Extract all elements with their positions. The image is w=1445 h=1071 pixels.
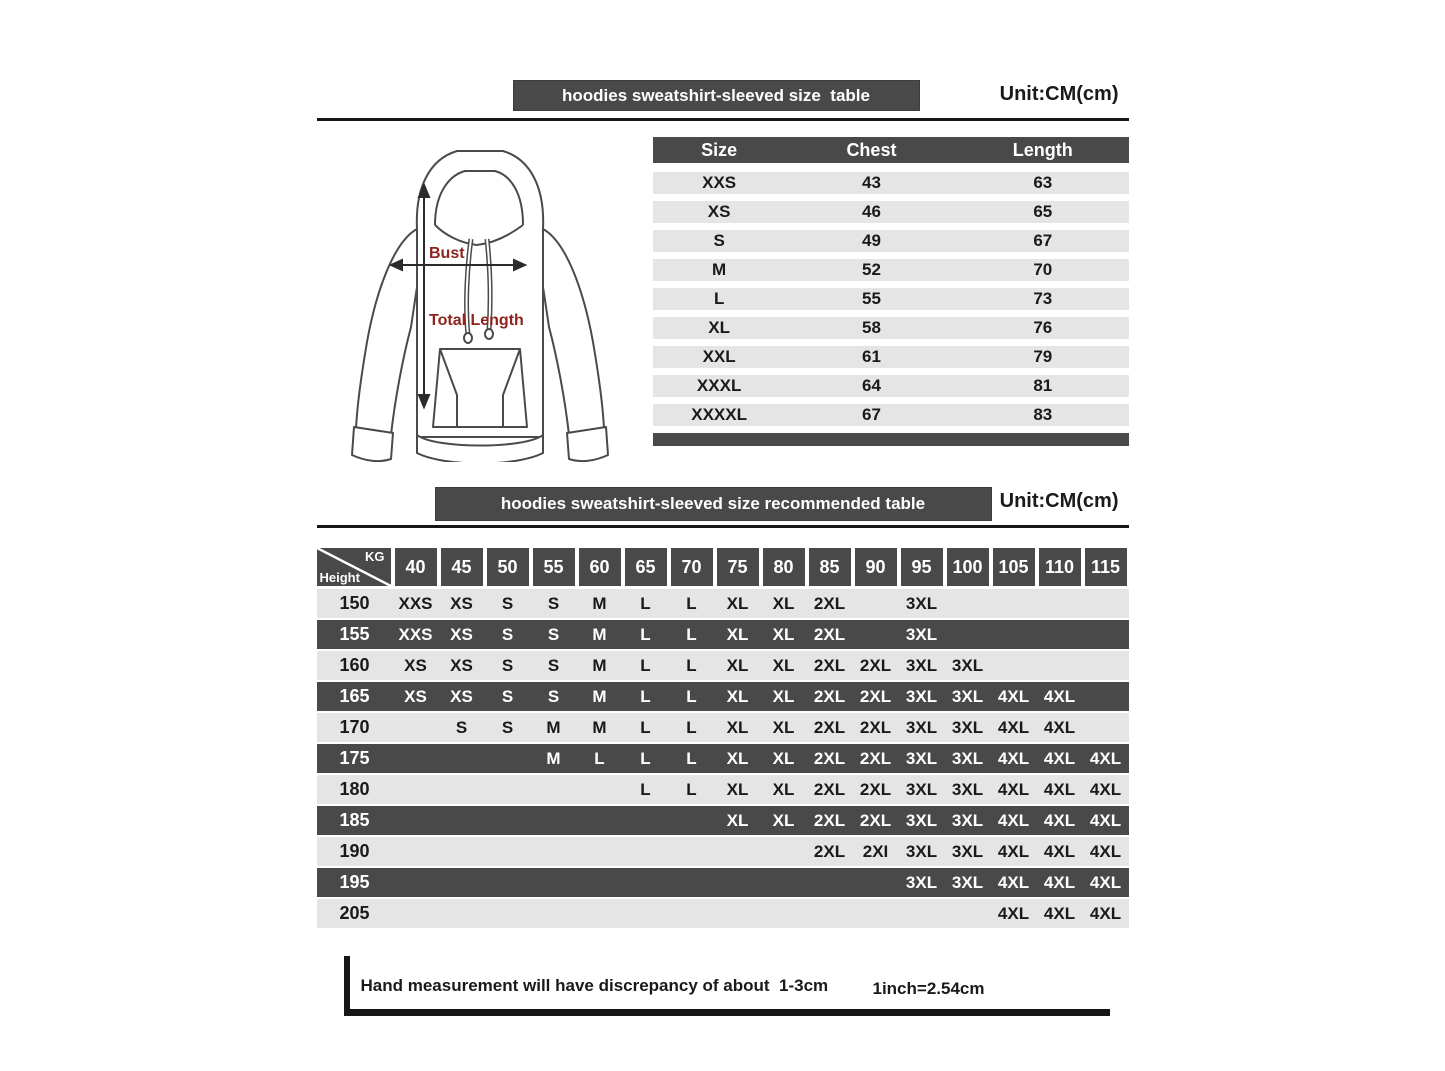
matrix-size-cell: 2XL bbox=[813, 749, 846, 768]
size-table-cell: 58 bbox=[861, 318, 881, 337]
matrix-size-cell: XL bbox=[772, 625, 795, 644]
weight-column-header: 75 bbox=[717, 548, 759, 586]
size-table-cell: XXXL bbox=[696, 376, 742, 395]
matrix-size-cell: L bbox=[640, 718, 651, 737]
divider-rule-1 bbox=[317, 118, 1129, 121]
matrix-size-cell: L bbox=[640, 656, 651, 675]
matrix-size-cell: XL bbox=[772, 718, 795, 737]
height-row-label: 175 bbox=[339, 748, 370, 768]
unit-label-1: Unit:CM(cm) bbox=[999, 83, 1119, 105]
matrix-size-cell: XL bbox=[772, 656, 795, 675]
matrix-size-cell: XL bbox=[772, 749, 795, 768]
matrix-size-cell bbox=[807, 868, 853, 897]
matrix-size-cell bbox=[531, 806, 577, 835]
matrix-size-cell bbox=[393, 837, 439, 866]
matrix-size-cell bbox=[945, 620, 991, 649]
matrix-size-cell: 2XL bbox=[813, 718, 846, 737]
matrix-size-cell: L bbox=[686, 687, 697, 706]
matrix-size-cell: 2XL bbox=[813, 625, 846, 644]
height-row-label: 155 bbox=[339, 624, 370, 644]
matrix-size-cell bbox=[669, 899, 715, 928]
size-table-cell: 81 bbox=[1033, 376, 1053, 395]
matrix-row bbox=[317, 806, 1129, 835]
matrix-size-cell bbox=[715, 868, 761, 897]
matrix-size-cell: XL bbox=[726, 594, 749, 613]
size-table-cell: 52 bbox=[861, 260, 881, 279]
matrix-size-cell bbox=[1083, 620, 1129, 649]
size-table-cell: 67 bbox=[861, 405, 881, 424]
matrix-size-cell bbox=[623, 837, 669, 866]
matrix-row bbox=[317, 589, 1129, 618]
matrix-size-cell: XL bbox=[726, 718, 749, 737]
matrix-size-cell: XL bbox=[726, 687, 749, 706]
matrix-size-cell bbox=[393, 899, 439, 928]
size-table-head-row bbox=[653, 137, 1129, 163]
matrix-size-cell: 3XL bbox=[905, 842, 938, 861]
matrix-size-cell: 4XL bbox=[1089, 842, 1122, 861]
matrix-size-cell: M bbox=[592, 656, 607, 675]
matrix-size-cell bbox=[485, 837, 531, 866]
matrix-size-cell: XL bbox=[772, 687, 795, 706]
matrix-size-cell: L bbox=[686, 625, 697, 644]
weight-column-header: 105 bbox=[993, 548, 1035, 586]
matrix-head-row bbox=[317, 548, 1129, 586]
matrix-size-cell: 4XL bbox=[1043, 718, 1076, 737]
matrix-size-cell: S bbox=[547, 687, 560, 706]
matrix-size-cell bbox=[1037, 589, 1083, 618]
matrix-size-cell: M bbox=[592, 625, 607, 644]
matrix-size-cell: 4XL bbox=[997, 780, 1030, 799]
matrix-size-cell: L bbox=[686, 780, 697, 799]
height-row-label: 170 bbox=[339, 717, 370, 737]
matrix-size-cell bbox=[761, 837, 807, 866]
matrix-size-cell: L bbox=[640, 780, 651, 799]
matrix-size-cell bbox=[623, 806, 669, 835]
matrix-size-cell bbox=[577, 837, 623, 866]
matrix-size-cell: S bbox=[547, 656, 560, 675]
matrix-size-cell: S bbox=[455, 718, 468, 737]
matrix-size-cell: 4XL bbox=[1089, 780, 1122, 799]
matrix-size-cell: 2XL bbox=[859, 780, 892, 799]
weight-column-header: 110 bbox=[1039, 548, 1081, 586]
inch-conversion-note: 1inch=2.54cm bbox=[872, 979, 985, 998]
matrix-size-cell: S bbox=[501, 625, 514, 644]
size-table-row bbox=[653, 201, 1129, 223]
matrix-size-cell: 4XL bbox=[1089, 904, 1122, 923]
size-table-cell: S bbox=[713, 231, 725, 250]
size-table-row bbox=[653, 230, 1129, 252]
size-table-cell: 70 bbox=[1033, 260, 1053, 279]
size-table-row bbox=[653, 375, 1129, 397]
matrix-size-cell: 3XL bbox=[951, 842, 984, 861]
matrix-size-cell bbox=[393, 744, 439, 773]
recommended-table-header bbox=[317, 487, 1129, 521]
matrix-size-cell: 3XL bbox=[951, 687, 984, 706]
weight-column-header: 40 bbox=[395, 548, 437, 586]
matrix-size-cell bbox=[853, 589, 899, 618]
matrix-size-cell: S bbox=[547, 625, 560, 644]
matrix-size-cell: XL bbox=[726, 625, 749, 644]
matrix-size-cell bbox=[761, 899, 807, 928]
matrix-size-cell: XL bbox=[726, 656, 749, 675]
matrix-size-cell: L bbox=[686, 656, 697, 675]
size-table-cell: XL bbox=[708, 318, 730, 337]
matrix-size-cell: 4XL bbox=[997, 718, 1030, 737]
matrix-row bbox=[317, 744, 1129, 773]
matrix-size-cell bbox=[577, 899, 623, 928]
matrix-size-cell bbox=[393, 713, 439, 742]
matrix-size-cell: M bbox=[592, 594, 607, 613]
matrix-size-cell: 3XL bbox=[951, 873, 984, 892]
matrix-size-cell bbox=[485, 899, 531, 928]
matrix-size-cell bbox=[807, 899, 853, 928]
matrix-size-cell: L bbox=[640, 749, 651, 768]
size-table-cell: 55 bbox=[861, 289, 881, 308]
height-row-label: 190 bbox=[339, 841, 370, 861]
weight-column-header: 45 bbox=[441, 548, 483, 586]
matrix-size-cell bbox=[1083, 713, 1129, 742]
size-table-row bbox=[653, 288, 1129, 310]
matrix-size-cell bbox=[1037, 651, 1083, 680]
matrix-size-cell: 3XL bbox=[905, 687, 938, 706]
weight-column-header: 115 bbox=[1085, 548, 1127, 586]
matrix-size-cell: 3XL bbox=[905, 594, 938, 613]
size-table-col-header: Length bbox=[1012, 140, 1073, 160]
weight-column-header: 50 bbox=[487, 548, 529, 586]
size-table-row bbox=[653, 259, 1129, 281]
matrix-size-cell: 4XL bbox=[997, 811, 1030, 830]
matrix-size-cell: S bbox=[501, 656, 514, 675]
matrix-size-cell: 3XL bbox=[905, 656, 938, 675]
matrix-size-cell: 4XL bbox=[1043, 749, 1076, 768]
matrix-size-cell: 3XL bbox=[905, 718, 938, 737]
matrix-size-cell: M bbox=[592, 718, 607, 737]
matrix-size-cell: XL bbox=[772, 811, 795, 830]
matrix-size-cell: S bbox=[501, 687, 514, 706]
matrix-size-cell: 4XL bbox=[997, 873, 1030, 892]
matrix-size-cell: XL bbox=[726, 811, 749, 830]
matrix-size-cell bbox=[439, 837, 485, 866]
size-table-cell: 65 bbox=[1033, 202, 1053, 221]
matrix-size-cell bbox=[577, 868, 623, 897]
height-row-label: 195 bbox=[339, 872, 370, 892]
measurement-discrepancy-note: Hand measurement will have discrepancy of about 1-3cm bbox=[360, 976, 829, 995]
size-table-cell: 79 bbox=[1033, 347, 1053, 366]
matrix-size-cell bbox=[393, 775, 439, 804]
matrix-size-cell bbox=[439, 775, 485, 804]
matrix-size-cell: 4XL bbox=[1089, 873, 1122, 892]
matrix-size-cell: 2XL bbox=[813, 780, 846, 799]
recommended-table-title: hoodies sweatshirt-sleeved size recommended table bbox=[435, 487, 992, 521]
corner-kg-label: KG bbox=[365, 549, 385, 564]
matrix-size-cell: XS bbox=[450, 594, 473, 613]
size-table-row bbox=[653, 404, 1129, 426]
size-table-cell: 61 bbox=[861, 347, 881, 366]
matrix-size-cell bbox=[485, 806, 531, 835]
weight-column-header: 65 bbox=[625, 548, 667, 586]
matrix-size-cell bbox=[439, 806, 485, 835]
height-row-label: 185 bbox=[339, 810, 370, 830]
size-table-cell: 73 bbox=[1033, 289, 1053, 308]
matrix-size-cell: L bbox=[594, 749, 605, 768]
height-row-label: 180 bbox=[339, 779, 370, 799]
matrix-size-cell bbox=[577, 775, 623, 804]
size-table-cell: XXL bbox=[702, 347, 736, 366]
matrix-size-cell: 3XL bbox=[951, 749, 984, 768]
matrix-size-cell bbox=[991, 589, 1037, 618]
matrix-row bbox=[317, 899, 1129, 928]
matrix-size-cell: XL bbox=[726, 780, 749, 799]
matrix-size-cell bbox=[669, 806, 715, 835]
matrix-size-cell: M bbox=[546, 718, 561, 737]
matrix-size-cell: 3XL bbox=[951, 780, 984, 799]
size-table-cell: XXS bbox=[702, 173, 737, 192]
matrix-size-cell bbox=[715, 899, 761, 928]
matrix-size-cell bbox=[945, 589, 991, 618]
height-row-label: 160 bbox=[339, 655, 370, 675]
matrix-size-cell: XL bbox=[772, 780, 795, 799]
matrix-size-cell: 3XL bbox=[905, 780, 938, 799]
matrix-size-cell: 4XL bbox=[1089, 749, 1122, 768]
matrix-size-cell: XS bbox=[450, 625, 473, 644]
size-table-cell: L bbox=[713, 289, 725, 308]
matrix-size-cell: XS bbox=[404, 687, 427, 706]
matrix-size-cell bbox=[1037, 620, 1083, 649]
unit-label-2: Unit:CM(cm) bbox=[999, 490, 1119, 512]
size-table-cell: M bbox=[712, 260, 727, 279]
matrix-row bbox=[317, 682, 1129, 711]
matrix-size-cell bbox=[623, 899, 669, 928]
matrix-size-cell: S bbox=[547, 594, 560, 613]
bust-label: Bust bbox=[428, 245, 465, 262]
weight-column-header: 60 bbox=[579, 548, 621, 586]
size-measurement-table bbox=[653, 137, 1129, 467]
matrix-size-cell: 3XL bbox=[951, 811, 984, 830]
weight-column-header: 100 bbox=[947, 548, 989, 586]
size-table-cell: 43 bbox=[861, 173, 881, 192]
matrix-size-cell bbox=[531, 899, 577, 928]
weight-column-header: 90 bbox=[855, 548, 897, 586]
matrix-size-cell: L bbox=[640, 625, 651, 644]
matrix-size-cell: 4XL bbox=[1089, 811, 1122, 830]
matrix-size-cell: XS bbox=[450, 687, 473, 706]
matrix-size-cell: 3XL bbox=[905, 811, 938, 830]
size-table-cell: 76 bbox=[1033, 318, 1053, 337]
matrix-size-cell: XS bbox=[404, 656, 427, 675]
matrix-size-cell bbox=[715, 837, 761, 866]
matrix-size-cell bbox=[899, 899, 945, 928]
matrix-size-cell: L bbox=[640, 687, 651, 706]
matrix-size-cell bbox=[393, 806, 439, 835]
size-table-row bbox=[653, 346, 1129, 368]
matrix-size-cell: 4XL bbox=[1043, 780, 1076, 799]
height-row-label: 205 bbox=[339, 903, 370, 923]
matrix-size-cell bbox=[669, 868, 715, 897]
matrix-size-cell bbox=[991, 651, 1037, 680]
matrix-size-cell: 4XL bbox=[1043, 687, 1076, 706]
total-length-label: Total Length bbox=[428, 312, 524, 329]
weight-column-header: 95 bbox=[901, 548, 943, 586]
size-table-cell: 63 bbox=[1033, 173, 1053, 192]
weight-column-header: 85 bbox=[809, 548, 851, 586]
hoodie-line-drawing bbox=[325, 137, 635, 462]
matrix-row bbox=[317, 620, 1129, 649]
matrix-size-cell: L bbox=[686, 594, 697, 613]
size-table-footer-bar bbox=[653, 433, 1129, 446]
matrix-size-cell: 2XL bbox=[859, 656, 892, 675]
matrix-row bbox=[317, 868, 1129, 897]
weight-column-header: 80 bbox=[763, 548, 805, 586]
matrix-size-cell: 2XL bbox=[859, 718, 892, 737]
height-row-label: 150 bbox=[339, 593, 370, 613]
size-table-cell: 46 bbox=[861, 202, 881, 221]
matrix-size-cell: L bbox=[686, 718, 697, 737]
matrix-size-cell bbox=[439, 899, 485, 928]
matrix-size-cell bbox=[945, 899, 991, 928]
matrix-size-cell: 2XL bbox=[813, 687, 846, 706]
weight-column-header: 70 bbox=[671, 548, 713, 586]
matrix-size-cell: 4XL bbox=[997, 687, 1030, 706]
size-table-row bbox=[653, 172, 1129, 194]
size-table-cell: 67 bbox=[1033, 231, 1053, 250]
size-table-section bbox=[317, 137, 1129, 467]
matrix-size-cell bbox=[853, 899, 899, 928]
matrix-size-cell bbox=[531, 837, 577, 866]
matrix-size-cell bbox=[531, 868, 577, 897]
size-table-col-header: Chest bbox=[846, 140, 897, 160]
matrix-size-cell bbox=[623, 868, 669, 897]
matrix-size-cell: 4XL bbox=[1043, 904, 1076, 923]
matrix-size-cell bbox=[761, 868, 807, 897]
matrix-size-cell: XXS bbox=[398, 625, 433, 644]
size-table-cell: 83 bbox=[1033, 405, 1053, 424]
matrix-size-cell: 4XL bbox=[1043, 811, 1076, 830]
matrix-size-cell: S bbox=[501, 718, 514, 737]
matrix-size-cell bbox=[1083, 651, 1129, 680]
matrix-size-cell: 4XL bbox=[997, 904, 1030, 923]
size-table-col-header: Size bbox=[701, 140, 738, 160]
size-table-cell: XS bbox=[707, 202, 731, 221]
matrix-size-cell bbox=[439, 744, 485, 773]
matrix-size-cell: 3XL bbox=[905, 625, 938, 644]
matrix-size-cell bbox=[393, 868, 439, 897]
size-table-cell: 64 bbox=[861, 376, 881, 395]
size-table-row bbox=[653, 317, 1129, 339]
footer-note-block bbox=[317, 956, 1129, 1026]
matrix-size-cell: 2XL bbox=[813, 594, 846, 613]
matrix-size-cell bbox=[577, 806, 623, 835]
matrix-size-cell: 4XL bbox=[1043, 873, 1076, 892]
content-column bbox=[317, 0, 1129, 1026]
matrix-size-cell: 3XL bbox=[951, 718, 984, 737]
matrix-size-cell: 3XL bbox=[905, 873, 938, 892]
matrix-size-cell: XXS bbox=[398, 594, 433, 613]
matrix-size-cell: 2XL bbox=[859, 811, 892, 830]
matrix-size-cell: L bbox=[640, 594, 651, 613]
matrix-size-cell bbox=[485, 868, 531, 897]
matrix-size-cell: 4XL bbox=[1043, 842, 1076, 861]
matrix-size-cell: 2XI bbox=[862, 842, 889, 861]
matrix-size-cell: 3XL bbox=[905, 749, 938, 768]
matrix-size-cell bbox=[1083, 589, 1129, 618]
matrix-size-cell: M bbox=[592, 687, 607, 706]
matrix-corner-cell bbox=[317, 548, 391, 586]
weight-column-header: 55 bbox=[533, 548, 575, 586]
size-table-cell: XXXXL bbox=[691, 405, 747, 424]
size-table-cell: 49 bbox=[861, 231, 881, 250]
matrix-size-cell bbox=[991, 620, 1037, 649]
matrix-size-cell: M bbox=[546, 749, 561, 768]
hoodie-measurement-diagram bbox=[317, 137, 635, 462]
footer-vertical-bar bbox=[344, 956, 350, 1013]
matrix-size-cell bbox=[853, 868, 899, 897]
size-recommendation-matrix bbox=[317, 548, 1129, 928]
height-row-label: 165 bbox=[339, 686, 370, 706]
matrix-row bbox=[317, 775, 1129, 804]
matrix-size-cell: 3XL bbox=[951, 656, 984, 675]
matrix-size-cell: 4XL bbox=[997, 842, 1030, 861]
divider-rule-2 bbox=[317, 525, 1129, 528]
matrix-size-cell bbox=[485, 775, 531, 804]
footer-horizontal-bar bbox=[344, 1009, 1110, 1016]
matrix-size-cell bbox=[669, 837, 715, 866]
matrix-row bbox=[317, 713, 1129, 742]
matrix-size-cell: S bbox=[501, 594, 514, 613]
matrix-size-cell bbox=[1083, 682, 1129, 711]
matrix-size-cell bbox=[439, 868, 485, 897]
matrix-size-cell: 4XL bbox=[997, 749, 1030, 768]
matrix-row bbox=[317, 837, 1129, 866]
corner-height-label: Height bbox=[319, 570, 360, 585]
matrix-size-cell: 2XL bbox=[859, 749, 892, 768]
matrix-size-cell: 2XL bbox=[813, 842, 846, 861]
matrix-size-cell: XL bbox=[772, 594, 795, 613]
size-table-header bbox=[317, 80, 1129, 114]
matrix-size-cell: 2XL bbox=[813, 811, 846, 830]
matrix-size-cell bbox=[531, 775, 577, 804]
matrix-size-cell: 2XL bbox=[859, 687, 892, 706]
matrix-size-cell: L bbox=[686, 749, 697, 768]
matrix-size-cell bbox=[485, 744, 531, 773]
matrix-row bbox=[317, 651, 1129, 680]
matrix-size-cell: XL bbox=[726, 749, 749, 768]
matrix-size-cell: 2XL bbox=[813, 656, 846, 675]
matrix-size-cell: XS bbox=[450, 656, 473, 675]
matrix-size-cell bbox=[853, 620, 899, 649]
size-table-title: hoodies sweatshirt-sleeved size table bbox=[513, 80, 920, 111]
